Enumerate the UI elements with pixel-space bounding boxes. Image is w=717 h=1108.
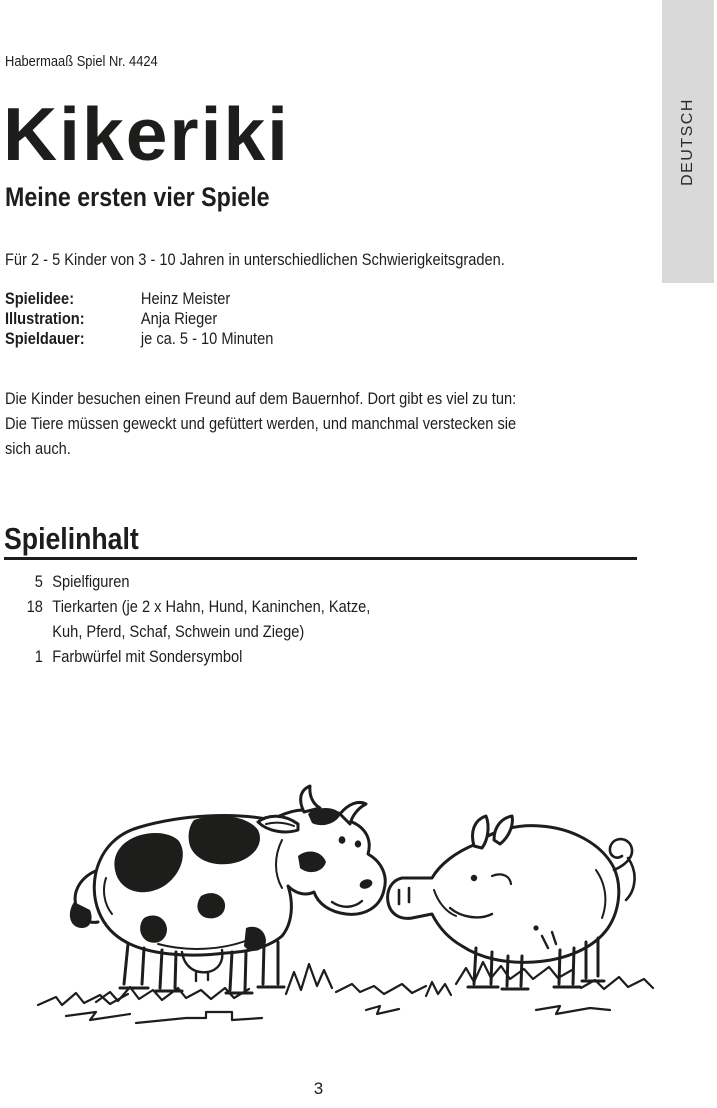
language-tab-label: DEUTSCH xyxy=(679,97,696,186)
credit-label: Illustration: xyxy=(5,309,85,328)
credit-label: Spielidee: xyxy=(5,289,75,308)
farm-animals-illustration xyxy=(36,778,666,1026)
item-text: Spielfiguren xyxy=(52,572,130,591)
item-quantity: 5 xyxy=(34,572,43,591)
contents-heading: Spielinhalt xyxy=(4,521,139,556)
credit-row-spielidee xyxy=(5,289,273,309)
item-text: Farbwürfel mit Sondersymbol xyxy=(52,647,243,666)
credit-value: Heinz Meister xyxy=(140,289,231,308)
intro-line: Die Kinder besuchen einen Freund auf dem Bauernhof. Dort gibt es viel zu tun: xyxy=(5,389,517,408)
intro-line: Die Tiere müssen geweckt und gefüttert werden, und manchmal verstecken sie xyxy=(5,414,517,433)
cow-drawing xyxy=(70,786,385,993)
intro-line: sich auch. xyxy=(5,439,71,458)
audience-line: Für 2 - 5 Kinder von 3 - 10 Jahren in unterschiedlichen Schwierigkeitsgraden. xyxy=(5,250,505,269)
credit-label: Spieldauer: xyxy=(5,329,85,348)
credits-table xyxy=(5,289,273,349)
page-number: 3 xyxy=(313,1079,324,1098)
intro-paragraph xyxy=(5,386,516,461)
credit-row-spieldauer xyxy=(5,329,273,349)
credit-row-illustration xyxy=(5,309,273,329)
item-text: Tierkarten (je 2 x Hahn, Hund, Kaninchen, Katze, Kuh, Pferd, Schaf, Schwein und Ziege) xyxy=(52,597,371,641)
item-quantity: 1 xyxy=(34,647,43,666)
language-tab xyxy=(662,0,714,283)
credit-value: je ca. 5 - 10 Minuten xyxy=(140,329,274,348)
credit-value: Anja Rieger xyxy=(140,309,218,328)
page-subtitle: Meine ersten vier Spiele xyxy=(5,182,270,212)
contents-heading-rule xyxy=(4,557,637,560)
item-quantity: 18 xyxy=(26,597,43,616)
list-item xyxy=(5,644,370,669)
page-title: Kikeriki xyxy=(3,92,290,176)
header-note: Habermaaß Spiel Nr. 4424 xyxy=(5,53,158,70)
pig-drawing xyxy=(388,816,635,989)
contents-list xyxy=(5,569,370,669)
list-item xyxy=(5,594,370,644)
list-item xyxy=(5,569,370,594)
